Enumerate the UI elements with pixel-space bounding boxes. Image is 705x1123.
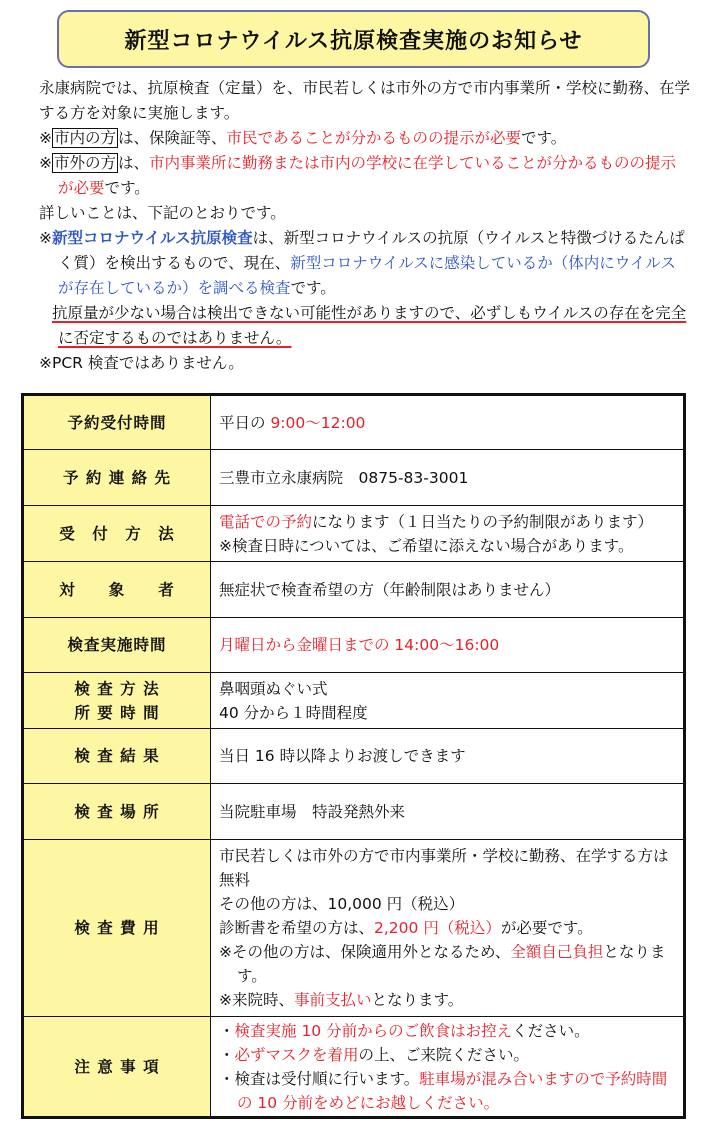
row-label: 検 査 費 用 xyxy=(23,840,211,1017)
list-item: ・検査は受付順に行います。駐車場が混み合いますので予約時間の 10 分前をめどにお越しください。 xyxy=(219,1069,668,1112)
row-value: 当日 16 時以降よりお渡しできます xyxy=(211,729,685,784)
table-row xyxy=(23,673,685,729)
row-value: 電話での予約になります（１日当たりの予約制限があります） ※検査日時については、ご希望に添えない場合があります。 xyxy=(211,506,685,562)
note-antigen-test: ※新型コロナウイルス抗原検査は、新型コロナウイルスの抗原（ウイルスと特徴づけるたんぱく質）を検出するもので、現在、新型コロナウイルスに感染しているか（体内にウイルスが存在しているか）を調べる検査です。 xyxy=(39,229,685,297)
note-limitation: 抗原量が少ない場合は検出できない可能性がありますので、必ずしもウイルスの存在を完全に否定するものではありません。 xyxy=(52,304,687,347)
row-label: 検 査 場 所 xyxy=(23,784,211,840)
page-title: 新型コロナウイルス抗原検査実施のお知らせ xyxy=(57,10,650,68)
table-row xyxy=(23,395,685,450)
row-value: 市民若しくは市外の方で市内事業所・学校に勤務、在学する方は無料 その他の方は、10,000 円（税込） 診断書を希望の方は、2,200 円（税込）が必要です。 ※その他の方は、保険適用外となるため、全額自己負担となります。 ※来院時、事前支払いとなります。 xyxy=(211,840,685,1017)
row-label: 対 象 者 xyxy=(23,562,211,618)
list-item: ・検査実施 10 分前からのご飲食はお控えください。 xyxy=(219,1021,590,1040)
boxed-label: 市内の方 xyxy=(54,129,117,147)
note-not-pcr: ※PCR 検査ではありません。 xyxy=(39,354,244,372)
row-value: 月曜日から金曜日までの 14:00～16:00 xyxy=(211,618,685,673)
info-table xyxy=(21,393,686,1119)
table-row xyxy=(23,506,685,562)
note-non-resident: ※ 市外の方 は、市内事業所に勤務または市内の学校に在学していることが分かるものの提示が必要です。 xyxy=(39,154,677,197)
table-row xyxy=(23,1017,685,1118)
row-label: 検査実施時間 xyxy=(23,618,211,673)
row-value: 無症状で検査希望の方（年齢制限はありません） xyxy=(211,562,685,618)
table-row xyxy=(23,450,685,506)
table-row xyxy=(23,562,685,618)
table-row xyxy=(23,618,685,673)
intro-text: 永康病院では、抗原検査（定量）を、市民若しくは市外の方で市内事業所・学校に勤務、在学する方を対象に実施します。 xyxy=(39,79,691,122)
table-row xyxy=(23,840,685,1017)
row-value: 当院駐車場 特設発熱外来 xyxy=(211,784,685,840)
row-value: 三豊市立永康病院 0875-83-3001 xyxy=(211,450,685,506)
boxed-label: 市外の方 xyxy=(54,154,117,172)
intro-section xyxy=(20,76,690,376)
row-label: 予 約 連 絡 先 xyxy=(23,450,211,506)
row-value: 平日の 9:00～12:00 xyxy=(211,395,685,450)
row-label: 検 査 結 果 xyxy=(23,729,211,784)
row-label: 予約受付時間 xyxy=(23,395,211,450)
row-value xyxy=(211,1017,685,1118)
row-label: 検 査 方 法 所 要 時 間 xyxy=(23,673,211,729)
table-row xyxy=(23,784,685,840)
row-label: 注 意 事 項 xyxy=(23,1017,211,1118)
table-row xyxy=(23,729,685,784)
list-item: ・必ずマスクを着用の上、ご来院ください。 xyxy=(219,1045,530,1064)
details-text: 詳しいことは、下記のとおりです。 xyxy=(39,204,286,222)
note-city-resident: ※ 市内の方 は、保険証等、市民であることが分かるものの提示が必要です。 xyxy=(39,129,567,147)
row-value: 鼻咽頭ぬぐい式 40 分から１時間程度 xyxy=(211,673,685,729)
row-label: 受 付 方 法 xyxy=(23,506,211,562)
